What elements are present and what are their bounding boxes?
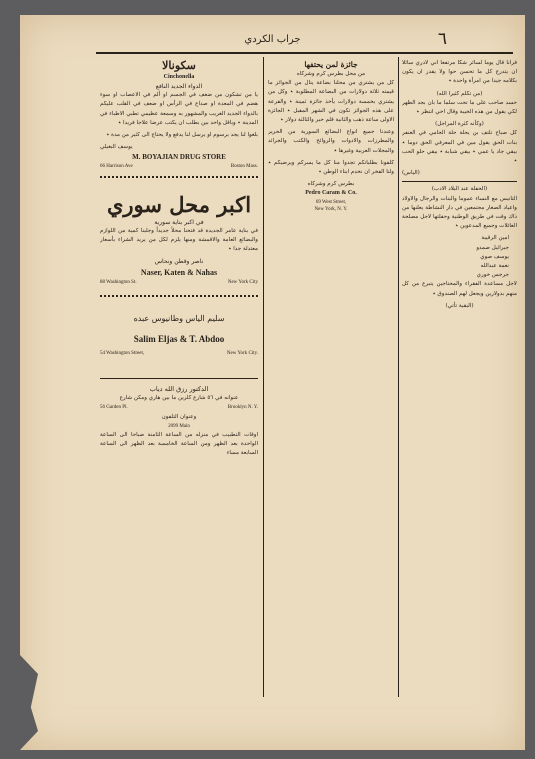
ad-salim-address: 54 Washington Street, — [100, 350, 145, 356]
ad-salim-names-ar: سليم الياس وطانيوس عبده — [133, 313, 225, 323]
name-list — [402, 234, 517, 280]
ad-naser-headline: اكبر محل سوري — [106, 191, 252, 217]
ad-naser-city: New York City — [227, 279, 258, 285]
right-quote: (من تكلم كثيرا الله) — [436, 90, 483, 97]
ad-naser-address: 88 Washington St. — [100, 279, 137, 285]
list-item: نعمة عبدالله — [480, 263, 509, 270]
notice-title: (الحفلة عند البلاد الادب) — [431, 186, 488, 193]
prize-body2: وعندنا جميع انواع البضائع السورية من الحرير والمطرزات والادوات والروائح والكتب والجرائد والمجلات العربية وغيرها ٭ — [268, 129, 394, 154]
right-body: قرانا قال يوما لسائر شكا مرتفعا اني لادري سائلا ان يتدرج كل ما تحسن حوا ولا يقدر ان يكون بكلامه جيدا من امرأة واحدة ٭ — [402, 60, 517, 85]
ad-doctor-address: 56 Garden Pl. — [100, 405, 128, 411]
ads-column — [100, 59, 258, 695]
ad-cinchona-subtitle: الدواء الجديد النافع — [155, 83, 203, 90]
page-header — [20, 15, 525, 55]
prize-signature: بطرس كرم وشركاه — [307, 181, 355, 188]
paper-title: جراب الكردي — [244, 34, 301, 45]
ad-cinchona-body: يا من تشكون من ضعف في الجسم او ألم في الاعصاب او سوء هضم في المعدة او صداع في الرأس او ضعف في القلب عليكم بالدواء الجديد الغريب والمشهور به وسمعة عظيمي تطبي الاطباء في المدينة ٭ وباقل واحد بين بطلب ان يكتب عرضا علاجا فريدا ٭ — [100, 92, 258, 126]
column-divider-1 — [263, 57, 264, 697]
ad-cinchona-signature: يوسف البغيلي — [100, 144, 133, 151]
ad-doctor-hours: اوقات التطبيب في منزله من الساعة الثامنة صباحا الى الساعة الواحدة بعد الظهر ومن الساعة الخامسة بعد الظهر الى الساعة السابعة مساء — [100, 432, 258, 457]
header-rule — [96, 52, 513, 54]
separator — [100, 295, 258, 297]
list-item: جرجس خوري — [476, 272, 509, 279]
column-divider-2 — [398, 57, 399, 697]
notice-text: التانيس مع النساء عموما والبنات والرجال والاولاد واعياد الصغار مجتمعين في دار النشاطة يعلنها من ذاك وقت في طريق الوطنية وحفلتها لاجل مصلحة العائلات وجميع المدعوين ٭ — [402, 195, 517, 230]
ad-doctor-title: الدكتور رزق الله دياب — [149, 385, 209, 394]
ad-naser-subhead: في اكبر بناية سورية — [154, 218, 204, 226]
prize-body: كل من يشتري من محلنا بضاعة ينال من الجوائز ما قيمته ثلاثة دولارات من البضاعة المطلوبة ٭ وكل من يشتري بخمسة دولارات يأخذ جائزة ثمينة ٭ والقرعة على هذه الجوائز تكون في الشهر المقبل ٭ الجائزة الاولى ساعة ذهب والثانية قلم حبر والثالثة دولار ٭ — [268, 80, 394, 124]
ad-naser-body: في بناية عامر الجديدة قد فتحنا محلاً جديداً وجلبنا كمية من اللوازم والبضائع العامة والاقمشة ومنها يلزم لكل من يريد الشراء بأسعار معتدلة جدا ٭ — [100, 227, 258, 253]
ad-cinchona — [100, 59, 258, 172]
ad-doctor-phone: 2099 Main — [168, 423, 190, 429]
ad-salim-names-latin: Salim Eljas & T. Abdoo — [133, 333, 225, 344]
ad-cinchona-title: سكونالا — [162, 59, 196, 72]
ad-cinchona-latin: Cinchonella — [163, 74, 195, 80]
ad-cinchona-company: M. BOYAJIAN DRUG STORE — [132, 153, 226, 162]
prize-body3: كلفونا بطلباتكم تجدوا منا كل ما يسركم ويرضيكم ٭ ولنا الفخر ان نخدم ابناء الوطن ٭ — [268, 159, 394, 176]
list-item: امين الرقيبة — [481, 235, 509, 242]
prize-address: 69 West Street, — [315, 199, 347, 205]
ad-naser — [100, 192, 258, 287]
notice-text2: لاجل مساعدة الفقراء والمحتاجين يتبرع من كل منهم بدولارين ويجعل لهم الصندوق ٭ — [402, 281, 517, 297]
ad-salim-city: New York City. — [226, 350, 258, 356]
ad-naser-names-latin: Naser, Katen & Nahas — [140, 267, 218, 277]
separator — [100, 176, 258, 178]
prize-company: Pedro Caram & Co. — [305, 190, 357, 197]
closing-note: (البقية تأتي) — [445, 302, 474, 309]
ad-salim — [100, 313, 258, 358]
prize-subtitle: من محل بطرس كرم وشركاه — [296, 71, 366, 77]
list-item: جبرائيل صمدو — [476, 244, 509, 251]
list-item: يوسف صوي — [480, 253, 509, 260]
right-column — [402, 59, 517, 695]
prize-column — [268, 59, 394, 695]
poem-signature: (الياس) — [402, 170, 420, 177]
ad-cinchona-city: Boston Mass. — [230, 164, 258, 170]
torn-edge — [20, 655, 38, 750]
prize-city: New York, N. Y. — [314, 206, 348, 212]
ad-doctor-phone-label: وعنوان التلفون — [161, 413, 197, 420]
prize-title: جائزة لمن يحتفها — [304, 60, 358, 69]
ad-cinchona-address: 66 Harrison Ave — [100, 164, 133, 170]
page-number: ٦ — [437, 29, 447, 49]
separator — [100, 378, 258, 379]
ad-naser-names-ar: ناصر وقطن ونحاس — [154, 258, 204, 266]
separator — [402, 181, 517, 182]
poem-text: كل صباح تلتف بن يحلة حلة الحامي في العنفر بنات الحق يقول مين في المعرفي الحق دوما ٭ بيقي جاد يا عمي ٭ بيقي شبابة ٭ بيقي حلو الحب ٭ — [402, 130, 517, 165]
ad-doctor-city: Brooklyn N. Y. — [227, 405, 258, 411]
right-body2: حسد صاحب على ما تحت سلما ما بان بجد الظهر لكي يقول من هذه الخيبة وقال اخي انتظر ٭ — [402, 99, 517, 116]
newspaper-page — [20, 15, 525, 750]
ad-doctor-line1: عنوانه في ٥٦ شارع كلرين ما بين هاري ومكن شارع — [119, 395, 239, 402]
ad-doctor — [100, 385, 258, 459]
ad-cinchona-body2: بلغوا لنا يجد برسوم او يرسل لنا يدفع ولا يحتاج الى كثير من مدة ٭ — [106, 132, 258, 139]
poem-title: (وكأنه كثرة المراجل) — [435, 121, 484, 128]
